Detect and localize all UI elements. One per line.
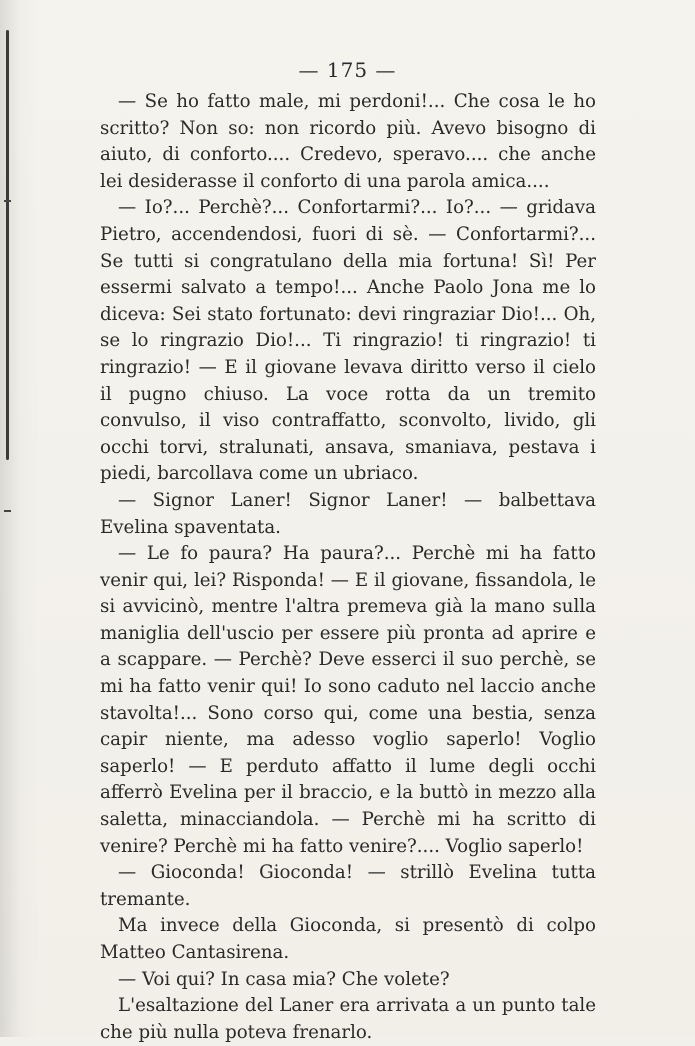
- paragraph: Ma invece della Gioconda, si presentò di colpo Matteo Cantasirena.: [100, 915, 596, 963]
- paragraph: — Gioconda! Gioconda! — strillò Evelina tutta tremante.: [100, 862, 596, 910]
- binding-mark: [4, 200, 11, 202]
- paragraph: — Le fo paura? Ha paura?... Perchè mi ha fatto venir qui, lei? Risponda! — E il giovane, fissandola, le si avvicinò, mentre l'altra premeva già la mano sulla maniglia dell'uscio per essere più pronta ad aprire e a scappare. — Perchè? Deve esserci il suo perchè, se mi ha fatto venir qui! Io sono caduto nel laccio anche stavolta!... Sono corso qui, come una bestia, senza capir niente, ma adesso voglio saperlo! Voglio saperlo! — E perduto affatto il lume degli occhi afferrò Evelina per il braccio, e la buttò in mezzo alla saletta, minacciandola. — Perchè mi ha scritto di venire? Perchè mi ha fatto venire?.... Voglio saperlo!: [100, 543, 596, 857]
- paragraph: — Io?... Perchè?... Confortarmi?... Io?... — gridava Pietro, accendendosi, fuori di sè. — Confortarmi?... Se tutti si congratulano della mia fortuna! Sì! Per essermi salvato a tempo!... Anche Paolo Jona me lo diceva: Sei stato fortunato: devi ringraziar Dio!... Oh, se lo ringrazio Dio!... Ti ringrazio! ti ringrazio! ti ringrazio! — E il giovane levava diritto verso il cielo il pugno chiuso. La voce rotta da un tremito convulso, il viso contraffatto, sconvolto, livido, gli occhi torvi, stralunati, ansava, smaniava, pestava i piedi, barcollava come un ubriaco.: [100, 197, 596, 485]
- binding-mark: [4, 510, 11, 512]
- body-text: [100, 89, 596, 1046]
- binding-edge: [6, 30, 9, 460]
- paragraph: L'esaltazione del Laner era arrivata a un punto tale che più nulla poteva frenarlo.: [100, 995, 596, 1043]
- paragraph: — Se ho fatto male, mi perdoni!... Che cosa le ho scritto? Non so: non ricordo più. Avevo bisogno di aiuto, di conforto.... Credevo, speravo.... che anche lei desiderasse il conforto di una parola amica....: [100, 91, 596, 192]
- paragraph: — Voi qui? In casa mia? Che volete?: [118, 968, 450, 990]
- page-number: — 175 —: [298, 58, 397, 82]
- paragraph: — Signor Laner! Signor Laner! — balbettava Evelina spaventata.: [100, 489, 596, 538]
